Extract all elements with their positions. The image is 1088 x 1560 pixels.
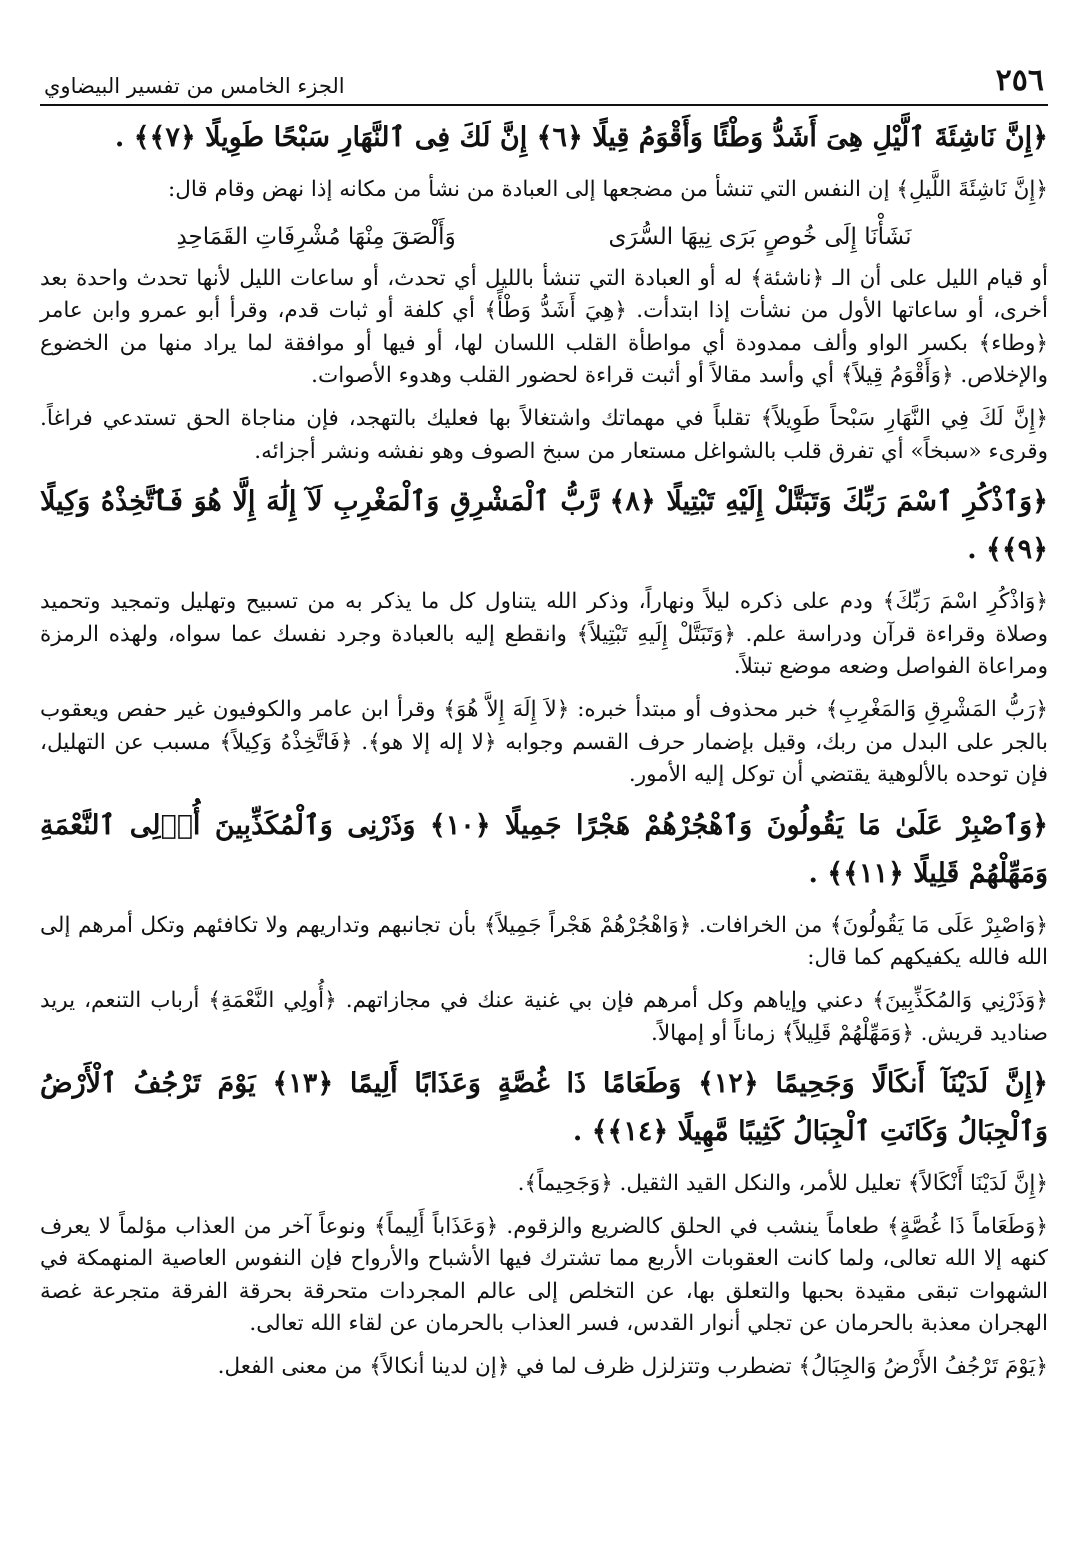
commentary-paragraph: ﴿يَوْمَ تَرْجُفُ الأَرْضُ وَالجِبَالُ﴾ تضطرب وتتزلزل ظرف لما في ﴿إن لدينا أنكالاً﴾ من معنى الفعل. xyxy=(217,1354,1048,1380)
poem-hemistich: وَأَلْصَقَ مِنْهَا مُشْرِفَاتِ القَمَاحِدِ xyxy=(176,223,456,250)
commentary-paragraph: ﴿وَذَرْنِي وَالمُكَذِّبِينَ﴾ دعني وإياهم وكل أمرهم فإن بي غنية عنك في مجازاتهم. ﴿أُولِي النَّعْمَةِ﴾ أرباب التنعم، يريد صناديد قريش. ﴿وَمَهِّلْهُمْ قَلِيلاً﴾ زماناً أو إمهالاً. xyxy=(40,987,1048,1046)
commentary-paragraph: ﴿إِنَّ لَدَيْنَا أَنْكَالاً﴾ تعليل للأمر، والنكل القيد الثقيل. ﴿وَجَحِيماً﴾. xyxy=(517,1171,1048,1197)
quran-verse: ﴿وَٱصْبِرْ عَلَىٰ مَا يَقُولُونَ وَٱهْجُرْهُمْ هَجْرًا جَمِيلًا ﴿١٠﴾ وَذَرْنِى وَٱلْمُكَذِّبِينَ أُو۟لِى ٱلنَّعْمَةِ وَمَهِّلْهُمْ قَلِيلًا ﴿١١﴾﴾ . xyxy=(40,809,1048,889)
page-body xyxy=(40,114,1048,1384)
commentary-paragraph: ﴿وَطَعَاماً ذَا غُصَّةٍ﴾ طعاماً ينشب في الحلق كالضريع والزقوم. ﴿وَعَذَاباً أَلِيماً﴾ ونوعاً آخر من العذاب مؤلماً لا يعرف كنهه إلا الله تعالى، ولما كانت العقوبات الأربع مما تشترك فيها الأشباح والأرواح فإن النفوس العاصية المنهمكة في الشهوات تبقى مقيدة بحبها والتعلق بها، عن التخلص إلى عالم المجردات متحرقة بحرقة الفرقة متجرعة غصة الهجران معذبة بالحرمان عن تجلي أنوار القدس، فسر العذاب بالحرمان عن لقاء الله تعالى. xyxy=(40,1213,1048,1337)
commentary-paragraph: ﴿إِنَّ لَكَ فِي النَّهَارِ سَبْحاً طَوِيلاً﴾ تقلباً في مهماتك واشتغالاً بها فعليك بالتهجد، فإن مناجاة الحق تستدعي فراغاً. وقرىء «سبخاً» أي تفرق قلب بالشواغل مستعار من سبخ الصوف وهو نفشه ونشر أجزائه. xyxy=(40,405,1048,464)
quran-verse: ﴿إِنَّ لَدَيْنَآ أَنكَالًا وَجَحِيمًا ﴿١٢﴾ وَطَعَامًا ذَا غُصَّةٍ وَعَذَابًا أَلِيمًا ﴿١٣﴾ يَوْمَ تَرْجُفُ ٱلْأَرْضُ وَٱلْجِبَالُ وَكَانَتِ ٱلْجِبَالُ كَثِيبًا مَّهِيلًا ﴿١٤﴾﴾ . xyxy=(40,1068,1048,1148)
quran-verse: ﴿إِنَّ نَاشِئَةَ ٱلَّيْلِ هِىَ أَشَدُّ وَطْئًا وَأَقْوَمُ قِيلًا ﴿٦﴾ إِنَّ لَكَ فِى ٱلنَّهَارِ سَبْحًا طَوِيلًا ﴿٧﴾﴾ . xyxy=(114,122,1048,153)
commentary-paragraph: ﴿رَبُّ المَشْرِقِ وَالمَغْرِبِ﴾ خبر محذوف أو مبتدأ خبره: ﴿لاَ إِلَهَ إِلاَّ هُوَ﴾ وقرأ ابن عامر والكوفيون غير حفص ويعقوب بالجر على البدل من ربك، وقيل بإضمار حرف القسم وجوابه ﴿لا إله إلا هو﴾. ﴿فَاتَّخِذْهُ وَكِيلاً﴾ مسبب عن التهليل، فإن توحده بالألوهية يقتضي أن توكل إليه الأمور. xyxy=(40,696,1048,788)
commentary-paragraph: ﴿وَاصْبِرْ عَلَى مَا يَقُولُونَ﴾ من الخرافات. ﴿وَاهْجُرْهُمْ هَجْراً جَمِيلاً﴾ بأن تجانبهم وتداريهم ولا تكافئهم وتكل أمرهم إلى الله فالله يكفيكهم كما قال: xyxy=(40,912,1048,971)
page-number: ٢٥٦ xyxy=(995,63,1044,98)
poem-line xyxy=(100,217,988,257)
page-header xyxy=(40,62,1048,106)
running-title: الجزء الخامس من تفسير البيضاوي xyxy=(44,74,345,98)
quran-verse: ﴿وَٱذْكُرِ ٱسْمَ رَبِّكَ وَتَبَتَّلْ إِلَيْهِ تَبْتِيلًا ﴿٨﴾ رَّبُّ ٱلْمَشْرِقِ وَٱلْمَغْرِبِ لَآ إِلَٰهَ إِلَّا هُوَ فَٱتَّخِذْهُ وَكِيلًا ﴿٩﴾﴾ . xyxy=(40,486,1049,566)
commentary-paragraph: أو قيام الليل على أن الـ ﴿ناشئة﴾ له أو العبادة التي تنشأ بالليل أي تحدث، أو ساعات الليل لأنها تحدث واحدة بعد أخرى، أو ساعاتها الأول من نشأت إذا ابتدأت. ﴿هِيَ أَشَدُّ وَطْأً﴾ أي كلفة أو ثبات قدم، وقرأ أبو عمرو وابن عامر ﴿وطاء﴾ بكسر الواو وألف ممدودة أي مواطأة القلب اللسان لها، أو فيها أو موافقة لما يراد منها من الخضوع والإخلاص. ﴿وَأَقْوَمُ قِيلاً﴾ أي وأسد مقالاً أو أثبت قراءة لحضور القلب وهدوء الأصوات. xyxy=(40,265,1048,389)
poem-hemistich: نَشَأْنَا إِلَى خُوصٍ بَرَى نِيهَا السُّرَى xyxy=(608,223,912,250)
commentary-paragraph: ﴿إِنَّ نَاشِئَةَ اللَّيلِ﴾ إن النفس التي تنشأ من مضجعها إلى العبادة من نشأ من مكانه إذا نهض وقام قال: xyxy=(167,177,1048,202)
commentary-paragraph: ﴿وَاذْكُرِ اسْمَ رَبِّكَ﴾ ودم على ذكره ليلاً ونهاراً، وذكر الله يتناول كل ما يذكر به من تسبيح وتهليل وتمجيد وتحميد وصلاة وقراءة قرآن ودراسة علم. ﴿وَتَبَتَّلْ إِلَيهِ تَبْتِيلاً﴾ وانقطع إليه بالعبادة وجرد نفسك عما سواه، ولهذه الرمزة ومراعاة الفواصل وضعه موضع تبتلاً. xyxy=(40,589,1048,680)
